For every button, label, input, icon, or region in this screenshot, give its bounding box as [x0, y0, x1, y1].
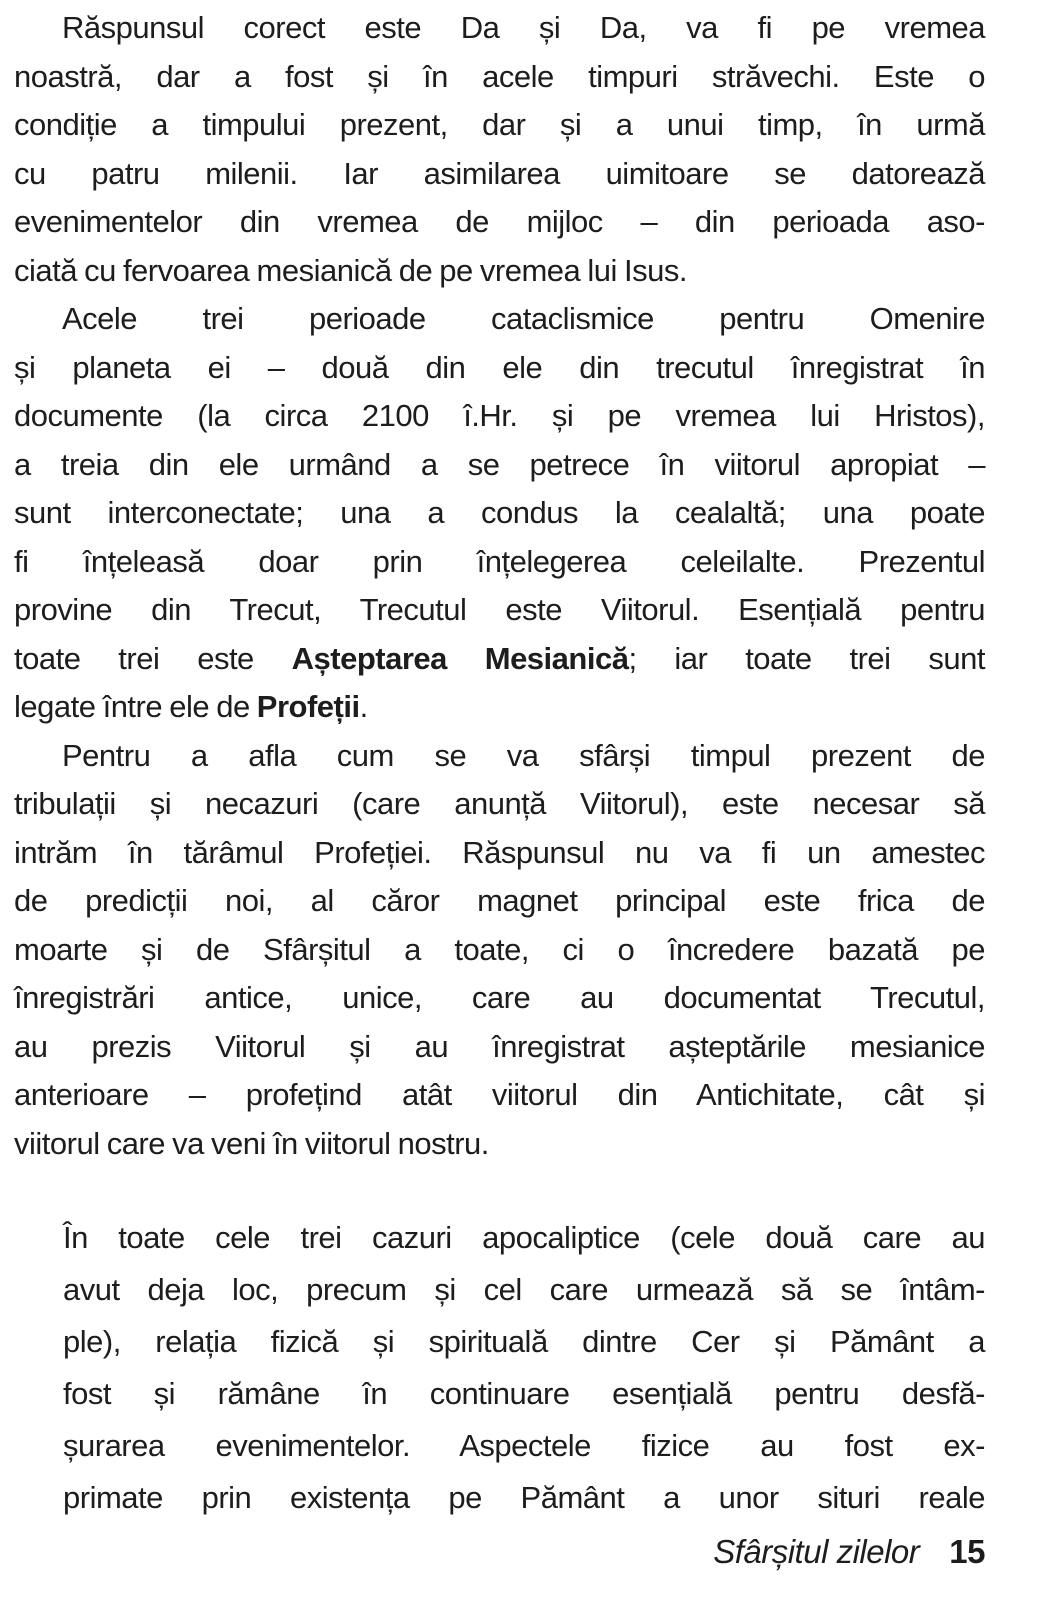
text-segment: . [359, 689, 368, 724]
text-segment: legate între ele de [14, 689, 257, 724]
text-line [14, 1120, 985, 1169]
text-segment: Acele trei perioade cataclismice pentru Omenire [62, 301, 985, 336]
text-line [14, 344, 985, 393]
paragraph-1 [14, 4, 985, 295]
text-segment: ple), relația fizică și spirituală dintre Cer și Pământ a [63, 1324, 985, 1359]
text-segment: fi înțeleasă doar prin înțelegerea celeilalte. Prezentul [14, 543, 985, 579]
page-number: 15 [949, 1533, 985, 1570]
text-segment: toate trei este [14, 640, 292, 676]
text-segment: tribulații și necazuri (care anunță Viitorul), este necesar să [14, 786, 985, 821]
text-segment: fost și rămâne în continuare esențială pentru desfă- [63, 1376, 985, 1411]
text-line [63, 1264, 985, 1316]
bold-text-segment: Așteptarea Mesianică [291, 640, 629, 676]
text-segment: sunt interconectate; una a condus la cealaltă; una poate [14, 495, 985, 530]
text-segment: cu patru milenii. Iar asimilarea uimitoare se datorează [14, 155, 985, 191]
text-line [63, 1420, 985, 1472]
text-segment: a treia din ele urmând a se petrece în viitorul apropiat – [14, 446, 985, 482]
text-line [14, 586, 985, 635]
text-line [14, 732, 985, 781]
text-segment: condiție a timpului prezent, dar și a unui timp, în urmă [14, 107, 985, 142]
text-segment: ciată cu fervoarea mesianică de pe vremea lui Isus. [14, 252, 687, 288]
paragraph-3 [14, 732, 985, 1169]
text-line [14, 4, 985, 53]
text-line [14, 53, 985, 102]
text-segment: primate prin existența pe Pământ a unor situri reale [63, 1480, 985, 1515]
text-line [14, 683, 985, 732]
page-text-block [14, 4, 985, 1524]
text-line [14, 974, 985, 1023]
text-segment: ; iar toate trei sunt [628, 640, 985, 676]
running-title: Sfârșitul zilelor [713, 1533, 920, 1570]
text-line [63, 1316, 985, 1368]
text-segment: moarte și de Sfârșitul a toate, ci o încredere bazată pe [14, 931, 985, 967]
text-line [14, 926, 985, 975]
text-line [14, 101, 985, 150]
text-line [14, 392, 985, 441]
bold-text-segment: Profeții [256, 689, 360, 724]
text-line [14, 441, 985, 490]
text-segment: provine din Trecut, Trecutul este Viitorul. Esențială pentru [14, 592, 985, 627]
text-line [63, 1368, 985, 1420]
text-line [14, 780, 985, 829]
text-segment: noastră, dar a fost și în acele timpuri străvechi. Este o [14, 58, 985, 94]
text-line [14, 150, 985, 199]
text-line [63, 1212, 985, 1264]
text-segment: Pentru a afla cum se va sfârși timpul prezent de [62, 737, 985, 773]
block-quote [63, 1212, 985, 1524]
text-line [63, 1472, 985, 1524]
text-segment: anterioare – profețind atât viitorul din Antichitate, cât și [14, 1077, 985, 1112]
text-segment: evenimentelor din vremea de mijloc – din perioada aso- [14, 204, 985, 239]
text-line [14, 829, 985, 878]
paragraph-2 [14, 295, 985, 732]
text-line [14, 198, 985, 247]
text-line [14, 1071, 985, 1120]
text-segment: înregistrări antice, unice, care au documentat Trecutul, [14, 980, 985, 1015]
text-line [14, 247, 985, 296]
text-line [14, 877, 985, 926]
text-segment: În toate cele trei cazuri apocaliptice (cele două care au [63, 1220, 985, 1255]
page-footer [14, 1528, 985, 1576]
text-line [14, 635, 985, 684]
text-line [14, 295, 985, 344]
text-segment: intrăm în tărâmul Profeției. Răspunsul nu va fi un amestec [14, 834, 985, 870]
text-line [14, 538, 985, 587]
text-line [14, 489, 985, 538]
text-segment: de predicții noi, al căror magnet principal este frica de [14, 883, 985, 918]
text-segment: au prezis Viitorul și au înregistrat așteptările mesianice [14, 1028, 985, 1064]
text-segment: avut deja loc, precum și cel care urmează să se întâm- [63, 1272, 985, 1307]
text-segment: documente (la circa 2100 î.Hr. și pe vremea lui Hristos), [14, 398, 985, 433]
text-segment: Răspunsul corect este Da și Da, va fi pe vremea [62, 10, 985, 45]
text-segment: și planeta ei – două din ele din trecutul înregistrat în [14, 349, 985, 385]
text-line [14, 1023, 985, 1072]
text-segment: viitorul care va veni în viitorul nostru. [14, 1125, 489, 1161]
text-segment: șurarea evenimentelor. Aspectele fizice au fost ex- [63, 1428, 985, 1463]
